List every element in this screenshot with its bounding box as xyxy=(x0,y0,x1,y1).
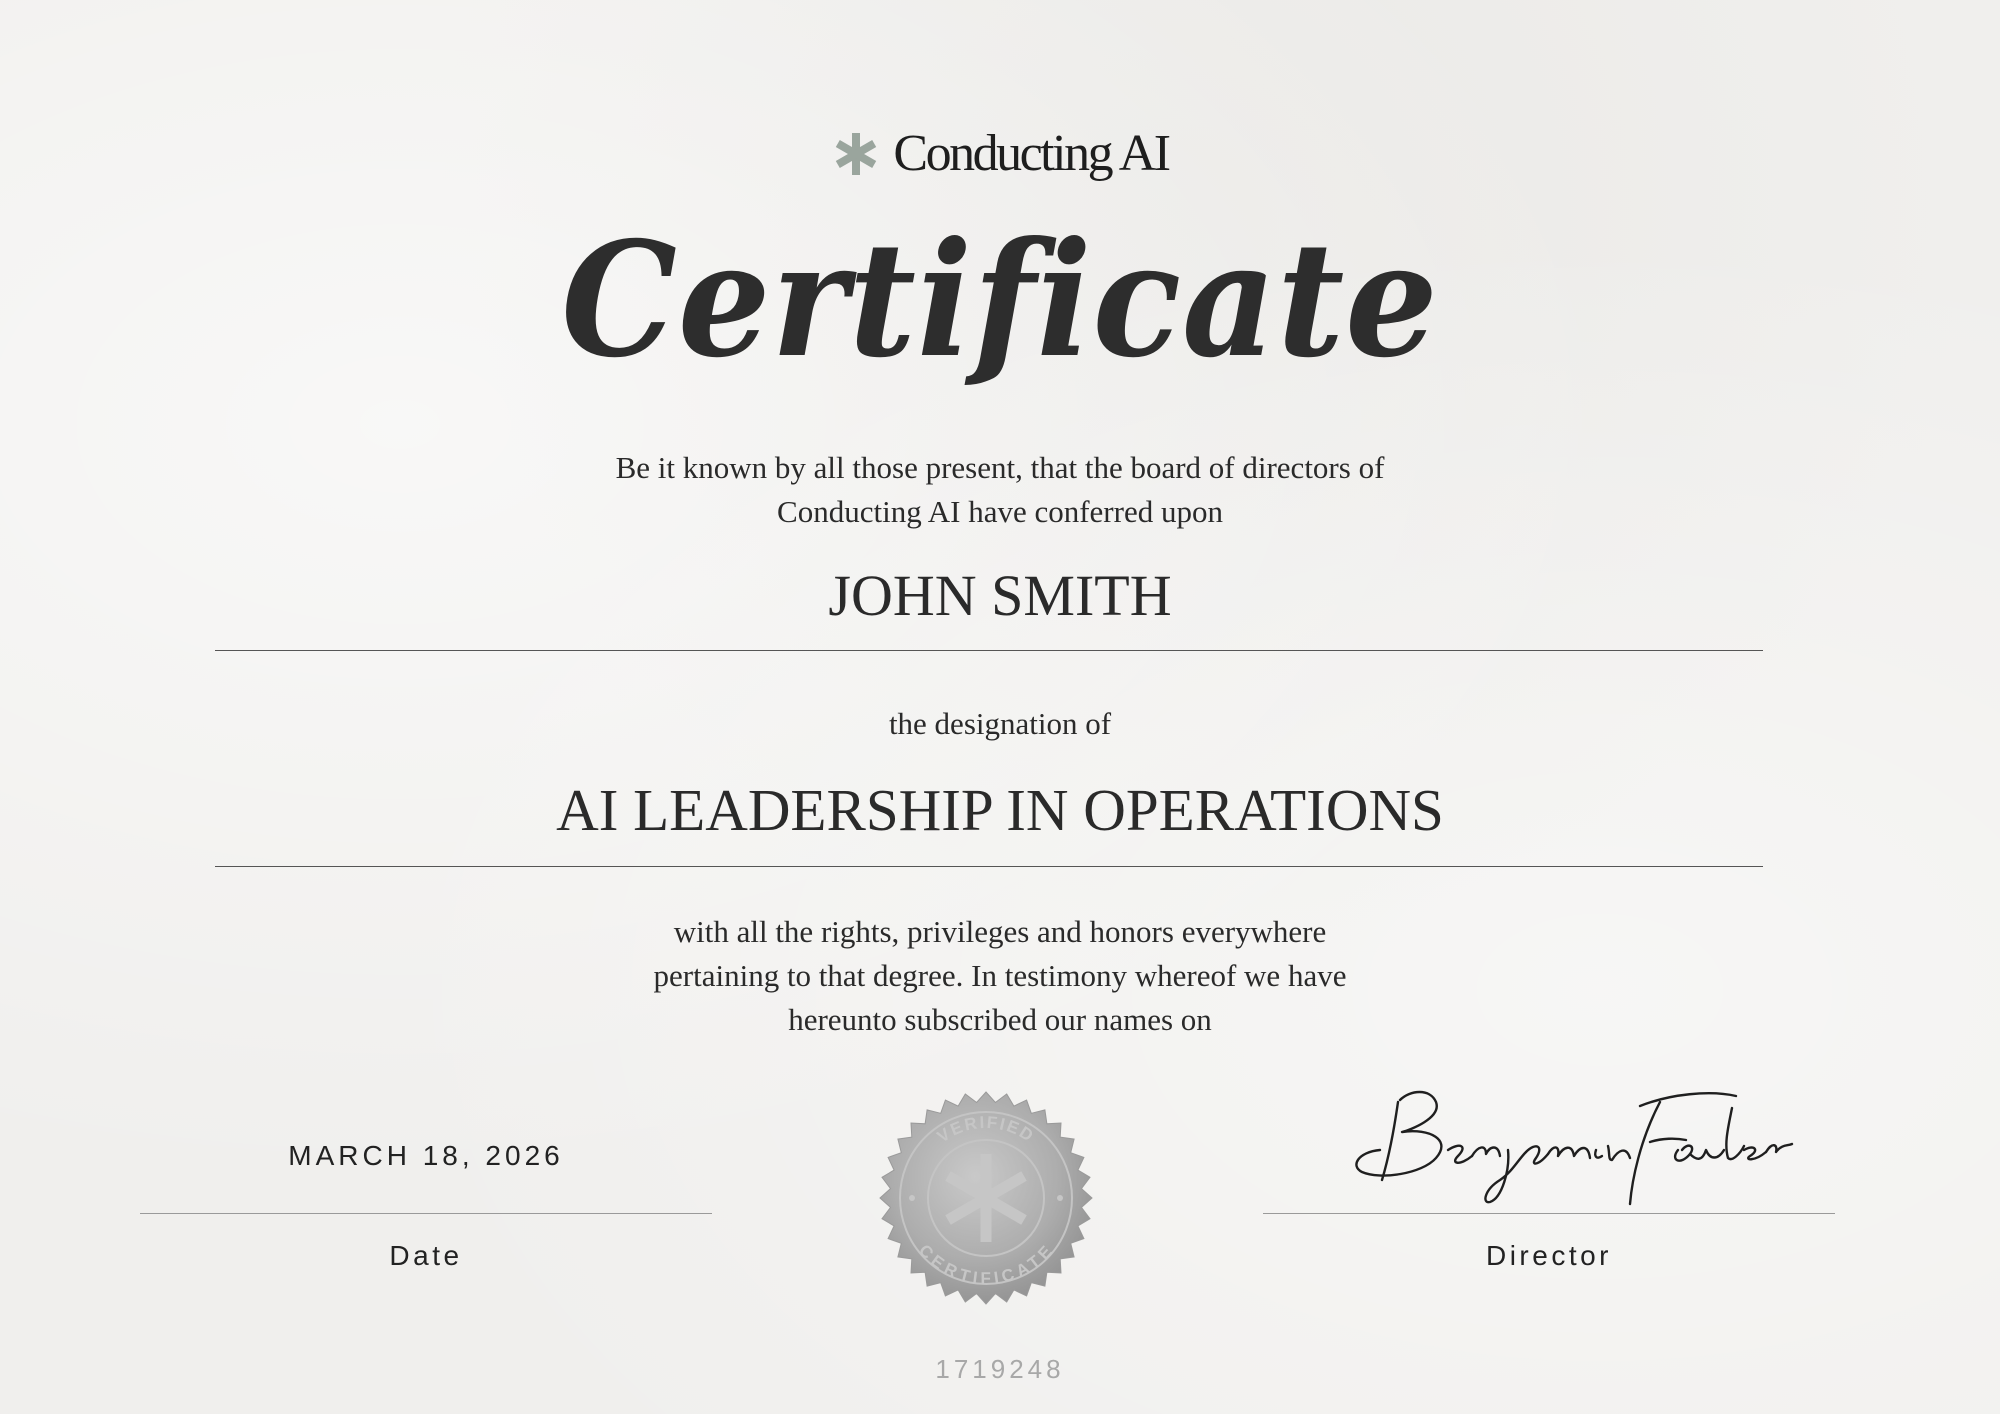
seal-top-text: VERIFIED xyxy=(933,1112,1039,1147)
program-underline xyxy=(215,866,1763,867)
director-signature xyxy=(1340,1080,1800,1210)
director-line xyxy=(1263,1213,1835,1214)
intro-line-1: Be it known by all those present, that the board of directors of xyxy=(615,450,1385,485)
serial-number: 1719248 xyxy=(935,1354,1065,1384)
certificate-title: Certificate xyxy=(561,208,1439,393)
brand-name: Conducting AI xyxy=(893,125,1169,182)
intro-text xyxy=(0,446,2000,534)
date-value: MARCH 18, 2026 xyxy=(288,1140,564,1171)
program-name: AI LEADERSHIP IN OPERATIONS xyxy=(556,777,1444,843)
closing-text xyxy=(0,910,2000,1042)
recipient-underline xyxy=(215,650,1763,651)
brand-header xyxy=(0,125,2000,182)
closing-line-3: hereunto subscribed our names on xyxy=(788,1002,1212,1037)
recipient-name: JOHN SMITH xyxy=(828,563,1172,628)
closing-line-1: with all the rights, privileges and honors everywhere xyxy=(673,914,1327,949)
verified-seal xyxy=(876,1088,1096,1308)
seal-bottom-text: CERTIFICATE xyxy=(914,1240,1058,1289)
date-line xyxy=(140,1213,712,1214)
asterisk-icon xyxy=(831,129,881,179)
director-label: Director xyxy=(1485,1240,1612,1271)
closing-line-2: pertaining to that degree. In testimony whereof we have xyxy=(653,958,1347,993)
intro-line-2: Conducting AI have conferred upon xyxy=(777,494,1223,529)
designation-lead: the designation of xyxy=(888,706,1112,741)
date-label: Date xyxy=(389,1240,463,1271)
